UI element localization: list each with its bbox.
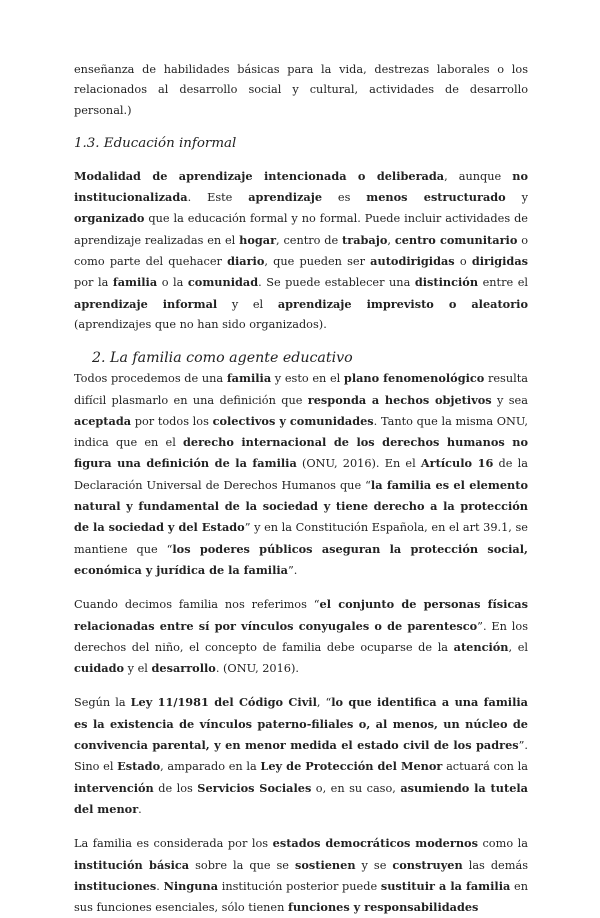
bold-text-run: estados democráticos modernos [272, 836, 478, 851]
text-run: , amparado en la [160, 760, 261, 774]
text-run: , aunque [444, 169, 513, 183]
bold-text-run: cuidado [74, 661, 125, 676]
bold-text-run: aprendizaje imprevisto o aleatorio [277, 296, 528, 311]
text-run: (aprendizajes que no han sido organizados). [74, 317, 327, 331]
text-run: en sus funciones esenciales, sólo tienen [74, 879, 528, 915]
text-run: de los [153, 781, 198, 795]
text-run: o la [157, 276, 188, 290]
bold-text-run: comunidad [187, 275, 259, 290]
text-run: , centro de [276, 233, 343, 247]
bold-text-run: Ley 11/1981 del Código Civil [130, 695, 317, 710]
bold-text-run: intervención [74, 780, 154, 795]
bold-text-run: organizado [74, 211, 145, 226]
text-run: Todos procedemos de una [74, 372, 227, 386]
bold-text-run: dirigidas [471, 254, 529, 269]
paragraph-ley-codigo-civil [74, 692, 528, 820]
bold-text-run: trabajo [342, 232, 388, 247]
text-run: y se [355, 858, 393, 872]
text-run: o [454, 255, 472, 269]
text-run: Cuando decimos familia nos referimos “ [74, 598, 320, 612]
paragraph-estados-democraticos [74, 833, 528, 918]
bold-text-run: sostienen [294, 857, 356, 872]
bold-text-run: funciones y responsabilidades [287, 900, 479, 915]
bold-text-run: plano fenomenológico [343, 371, 485, 386]
bold-text-run: asumiendo la tutela del menor [74, 780, 528, 816]
bold-text-run: el conjunto de personas físicas relacionadas entre sí por vínculos conyugales o de parentesco [74, 597, 528, 633]
text-run: La familia es considerada por los [74, 837, 273, 851]
paragraph-familia-definicion [74, 368, 528, 581]
text-run: ”. Sino el [74, 739, 528, 774]
text-run: sobre la que se [189, 858, 295, 872]
bold-text-run: centro comunitario [394, 232, 518, 247]
paragraph-educacion-informal [74, 166, 528, 335]
bold-text-run: derecho internacional de los derechos humanos no figura una definición de la familia [74, 435, 528, 471]
bold-text-run: Servicios Sociales [197, 780, 312, 795]
bold-text-run: diario [227, 254, 265, 269]
bold-text-run: distinción [414, 275, 479, 290]
text-run: actuará con la [442, 760, 528, 774]
text-run: . [138, 802, 142, 816]
text-run: ”. En los derechos del niño, el concepto de familia debe ocuparse de la [74, 619, 528, 654]
text-run: por la [74, 276, 113, 290]
text-run: , [387, 233, 395, 247]
text-run: ”. [287, 563, 298, 577]
text-run: las demás [462, 858, 528, 872]
text-run: y sea [491, 393, 528, 407]
bold-text-run: Ninguna [163, 878, 219, 893]
text-run: y [505, 191, 528, 205]
bold-text-run: desarrollo [151, 661, 216, 676]
bold-text-run: institución básica [74, 857, 190, 872]
text-run: y esto en el [271, 372, 344, 386]
bold-text-run: no institucionalizada [74, 168, 528, 205]
bold-text-run: responda a hechos objetivos [307, 392, 492, 407]
paragraph-intro [74, 60, 528, 121]
bold-text-run: aprendizaje [248, 190, 323, 205]
bold-text-run: sustituir a la familia [380, 878, 511, 893]
paragraph-cuando-decimos-familia [74, 594, 528, 679]
bold-text-run: menos estructurado [366, 190, 506, 205]
bold-text-run: familia [112, 275, 158, 290]
text-run: de la Declaración Universal de Derechos Humanos que “ [74, 457, 528, 492]
text-run: y el [217, 297, 278, 311]
text-run: que la educación formal y no formal. Puede incluir actividades de aprendizaje realizadas en el [74, 212, 528, 247]
bold-text-run: Modalidad de aprendizaje intencionada o deliberada [74, 168, 445, 183]
bold-text-run: Estado [117, 759, 161, 774]
bold-text-run: Artículo 16 [420, 456, 494, 471]
text-run: o como parte del quehacer [74, 233, 529, 269]
bold-text-run: autodirigidas [370, 254, 455, 269]
text-run: entre el [478, 276, 528, 290]
page-content [74, 60, 528, 918]
text-run: . Este [187, 191, 249, 205]
text-run: . Se puede establecer una [258, 276, 415, 290]
text-run: , el [508, 640, 528, 654]
bold-text-run: Ley de Protección del Menor [260, 759, 443, 774]
text-run: como la [477, 837, 529, 851]
text-run: enseñanza de habilidades básicas para la vida, destrezas laborales o los relacionados al desarrollo social y cultural, actividades de desarrollo personal.) [74, 63, 528, 117]
bold-text-run: aprendizaje informal [74, 296, 218, 311]
text-run: institución posterior puede [218, 879, 381, 893]
text-run: . [156, 879, 164, 893]
text-run: Según la [74, 696, 131, 710]
text-run: , “ [316, 696, 332, 710]
bold-text-run: la familia es el elemento natural y fundamental de la sociedad y tiene derecho a la protección de la sociedad y del Estado [74, 477, 528, 535]
section-heading-educacion-informal: 1.3. Educación informal [74, 135, 237, 151]
bold-text-run: aceptada [74, 413, 132, 428]
bold-text-run: los poderes públicos aseguran la protección social, económica y jurídica de la familia [74, 541, 528, 577]
text-run: y el [124, 662, 152, 676]
bold-text-run: colectivos y comunidades [212, 413, 374, 428]
text-run: . Tanto que la misma ONU, indica que en el [74, 414, 528, 450]
text-run: resulta difícil plasmarlo en una definición que [74, 372, 529, 407]
text-run: (ONU, 2016). En el [296, 457, 421, 471]
bold-text-run: instituciones [74, 878, 157, 893]
text-run: . (ONU, 2016). [215, 662, 299, 676]
text-run: , que pueden ser [264, 255, 371, 269]
text-run: o, en su caso, [311, 781, 401, 795]
bold-text-run: familia [226, 371, 272, 386]
bold-text-run: hogar [239, 232, 277, 247]
bold-text-run: construyen [392, 857, 463, 872]
section-heading-familia: 2. La familia como agente educativo [92, 350, 353, 367]
bold-text-run: lo que identifica a una familia es la existencia de vínculos paterno-filiales o, al menos, un núcleo de convivencia parental, y en menor medida el estado civil de los padres [74, 695, 528, 753]
text-run: es [322, 191, 367, 205]
text-run: ” y en la Constitución Española, en el art 39.1, se mantiene que “ [74, 521, 528, 556]
bold-text-run: atención [453, 639, 509, 654]
text-run: por todos los [131, 414, 213, 428]
